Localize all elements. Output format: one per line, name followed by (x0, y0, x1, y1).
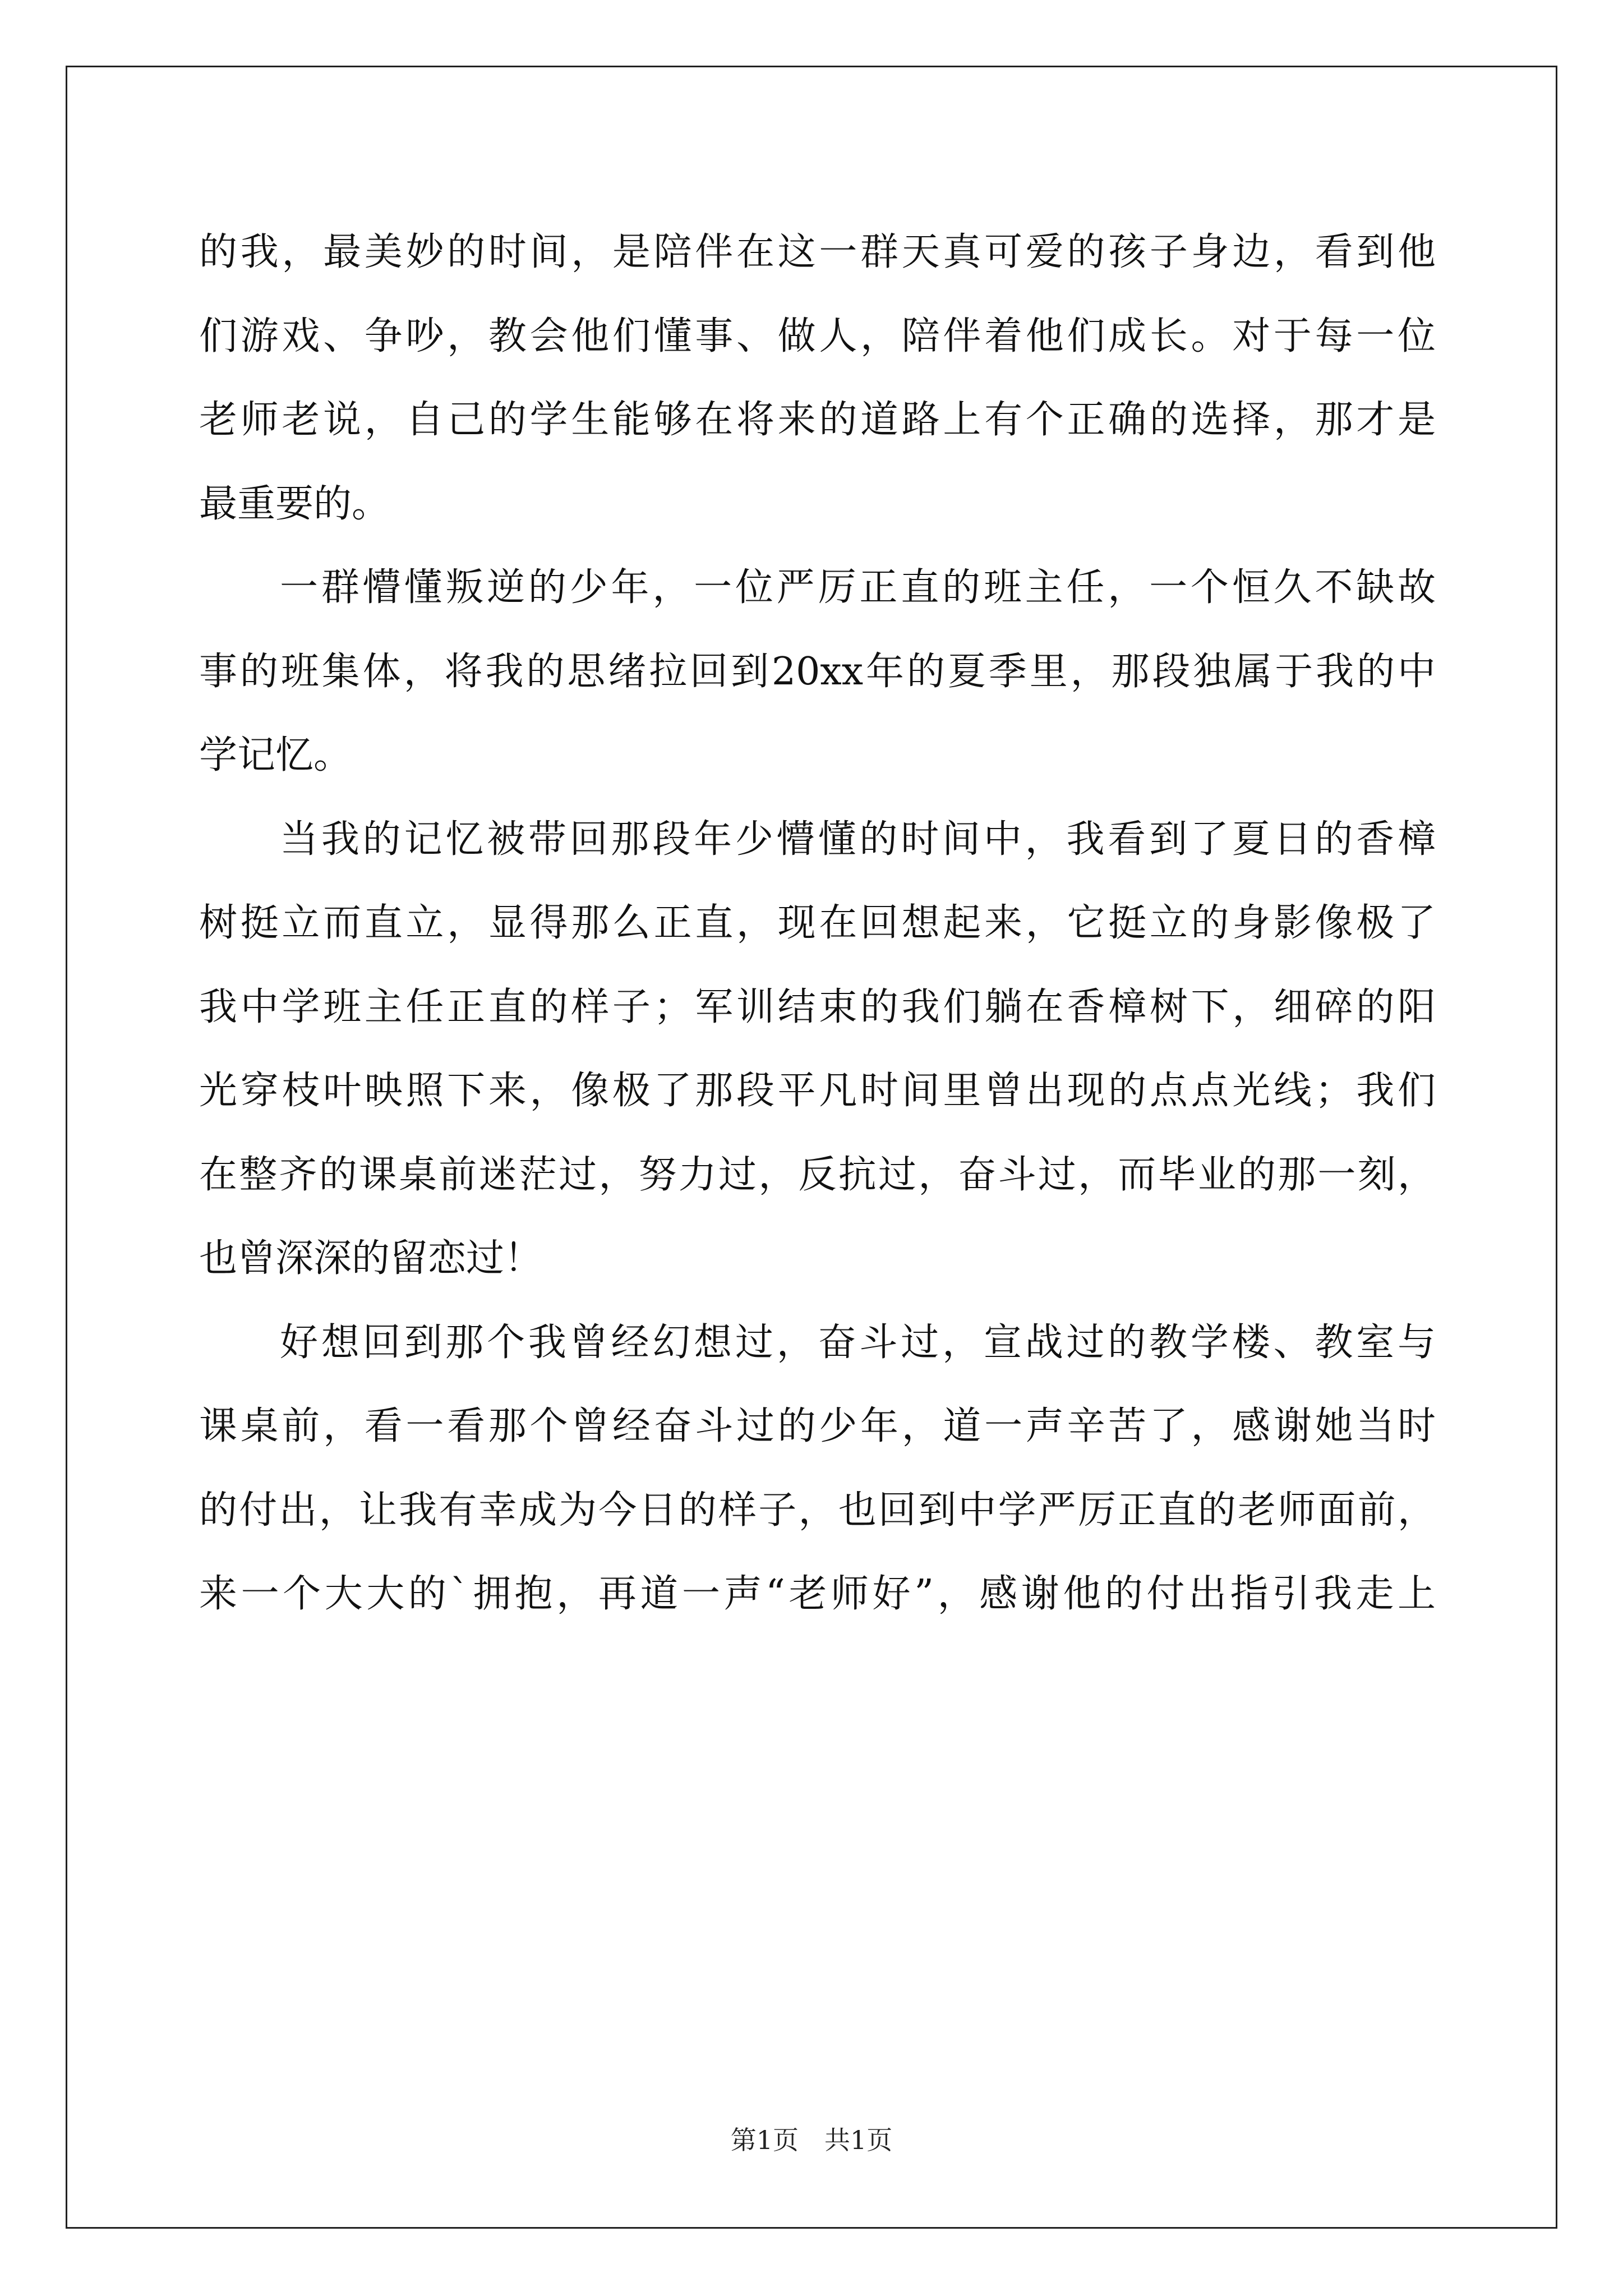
text-line-8: 当我的记忆被带回那段年少懵懂的时间中，我看到了夏日的香樟 (280, 817, 1436, 862)
text-line-2: 们游戏、争吵，教会他们懂事、做人，陪伴着他们成长。对于每一位 (199, 314, 1436, 358)
text-line-1: 的我，最美妙的时间，是陪伴在这一群天真可爱的孩子身边，看到他 (199, 230, 1436, 274)
text-line-7: 学记忆。 (199, 733, 352, 777)
document-body (199, 210, 1436, 1636)
text-line-9: 树挺立而直立，显得那么正直，现在回想起来，它挺立的身影像极了 (199, 901, 1436, 945)
text-line-13: 也曾深深的留恋过！ (199, 1236, 543, 1281)
text-line-4: 最重要的。 (199, 481, 390, 526)
text-line-14: 好想回到那个我曾经幻想过，奋斗过，宣战过的教学楼、教室与 (280, 1320, 1436, 1365)
text-line-15: 课桌前，看一看那个曾经奋斗过的少年，道一声辛苦了，感谢她当时 (199, 1404, 1436, 1448)
text-line-3: 老师老说，自己的学生能够在将来的道路上有个正确的选择，那才是 (199, 398, 1436, 442)
text-line-17: 来一个大大的`拥抱，再道一声“老师好”，感谢他的付出指引我走上 (199, 1572, 1436, 1616)
text-line-11: 光穿枝叶映照下来，像极了那段平凡时间里曾出现的点点光线；我们 (199, 1069, 1436, 1113)
page-number-footer: 第1页 共1页 (730, 2125, 893, 2155)
text-line-6: 事的班集体，将我的思绪拉回到20xx年的夏季里，那段独属于我的中 (199, 649, 1436, 694)
text-line-5: 一群懵懂叛逆的少年，一位严厉正直的班主任，一个恒久不缺故 (280, 565, 1436, 610)
text-line-10: 我中学班主任正直的样子；军训结束的我们躺在香樟树下，细碎的阳 (199, 984, 1436, 1029)
text-line-12: 在整齐的课桌前迷茫过，努力过，反抗过，奋斗过，而毕业的那一刻， (199, 1152, 1436, 1197)
text-line-16: 的付出，让我有幸成为今日的样子，也回到中学严厉正直的老师面前， (199, 1488, 1436, 1533)
